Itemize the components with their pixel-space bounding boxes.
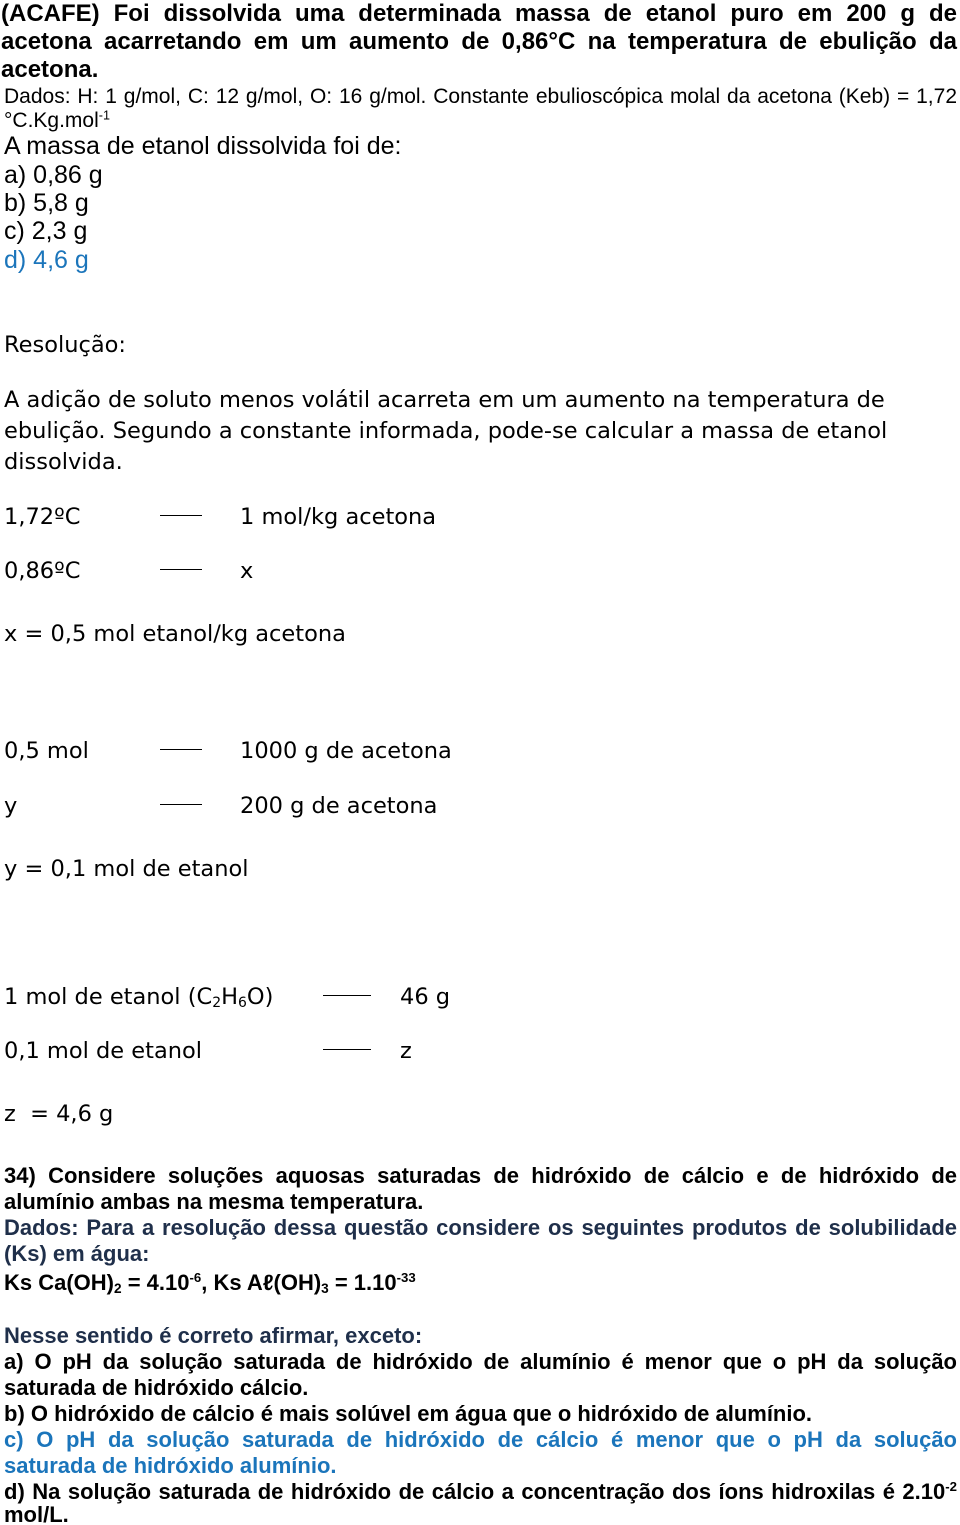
proportion-row (4, 982, 954, 1012)
proportion-right: 1 mol/kg acetona (240, 504, 437, 530)
proportion-dash (323, 1049, 371, 1050)
proportion-result: z = 4,6 g (4, 1101, 114, 1127)
given-data-unit (4, 109, 957, 133)
ks-exponent: -33 (396, 1270, 416, 1286)
proportion-row (4, 1036, 954, 1066)
ks-text: = 4.10 (121, 1270, 190, 1295)
statement-line: (ACAFE) Foi dissolvida uma determinada massa de etanol puro em 200 g de (1, 0, 957, 27)
option-exponent: -2 (945, 1479, 957, 1495)
proportion-dash (160, 749, 202, 750)
formula-text: 1 mol de etanol (C (4, 984, 213, 1010)
statement-line: acetona acarretando em um aumento de 0,86°C na temperatura de ebulição da (1, 28, 957, 55)
question-33-statement (1, 0, 957, 84)
ks-exponent: -6 (189, 1270, 202, 1286)
proportion-right: 46 g (400, 984, 451, 1010)
proportion-left: 0,5 mol (4, 738, 89, 764)
resolution-explanation (4, 385, 957, 478)
proportion-dash (160, 569, 202, 570)
statement-line: 34) Considere soluções aquosas saturadas de hidróxido de cálcio e de hidróxido de (4, 1163, 957, 1188)
option-d: d) 4,6 g (4, 246, 89, 274)
proportion-right: x (240, 558, 254, 584)
formula-text: O) (246, 984, 274, 1010)
proportion-left: 1,72ºC (4, 504, 81, 530)
ks-text: , Ks Aℓ(OH) (201, 1270, 322, 1295)
given-data-line: (Ks) em água: (4, 1241, 150, 1266)
proportion-dash (323, 995, 371, 996)
given-data-line: Dados: H: 1 g/mol, C: 12 g/mol, O: 16 g/mol. Constante ebulioscópica molal da acetona (Keb) = 1,72 (4, 85, 957, 108)
resolution-title: Resolução: (4, 332, 126, 358)
question-34-statement (4, 1163, 957, 1215)
statement-line: acetona. (1, 56, 99, 83)
explanation-line: A adição de soluto menos volátil acarreta em um aumento na temperatura de (4, 387, 885, 413)
ks-text: Ks Ca(OH) (4, 1270, 115, 1295)
proportion-right: z (400, 1038, 412, 1064)
proportion-right: 1000 g de acetona (240, 738, 452, 764)
option-line: saturada de hidróxido alumínio. (4, 1453, 337, 1478)
ks-text: = 1.10 (328, 1270, 397, 1295)
ks-subscript: 2 (114, 1281, 122, 1296)
question-34-prompt: Nesse sentido é correto afirmar, exceto: (4, 1323, 423, 1348)
option-b (4, 1401, 957, 1427)
proportion-left: y (4, 793, 18, 819)
formula-subscript: 6 (238, 995, 247, 1012)
proportion-left: 0,86ºC (4, 558, 81, 584)
option-line: mol/L. (4, 1502, 69, 1525)
explanation-line: dissolvida. (4, 449, 123, 475)
solubility-products-line (4, 1270, 957, 1296)
option-d (4, 1479, 957, 1525)
unit-base: °C.Kg.mol (4, 109, 99, 132)
question-33-prompt: A massa de etanol dissolvida foi de: (4, 132, 402, 160)
option-a: a) 0,86 g (4, 161, 103, 189)
option-b: b) 5,8 g (4, 189, 89, 217)
option-line: c) O pH da solução saturada de hidróxido de cálcio é menor que o pH da solução (4, 1427, 957, 1452)
proportion-left-formula (4, 982, 273, 1012)
option-line: a) O pH da solução saturada de hidróxido de alumínio é menor que o pH da solução (4, 1349, 957, 1374)
given-data (4, 85, 957, 133)
proportion-left: 0,1 mol de etanol (4, 1038, 203, 1064)
proportion-result: x = 0,5 mol etanol/kg acetona (4, 621, 346, 647)
proportion-row (4, 791, 954, 821)
option-line: saturada de hidróxido cálcio. (4, 1375, 309, 1400)
question-34-given-data (4, 1215, 957, 1267)
formula-text: H (221, 984, 238, 1010)
proportion-dash (160, 804, 202, 805)
formula-subscript: 2 (212, 995, 222, 1012)
option-c: c) 2,3 g (4, 217, 88, 245)
given-data-line: Dados: Para a resolução dessa questão considere os seguintes produtos de solubilidade (4, 1215, 957, 1240)
statement-line: alumínio ambas na mesma temperatura. (4, 1189, 424, 1214)
proportion-result: y = 0,1 mol de etanol (4, 856, 249, 882)
option-c (4, 1427, 957, 1479)
proportion-row (4, 556, 954, 586)
proportion-dash (160, 515, 202, 516)
proportion-row (4, 502, 954, 532)
option-line (4, 1479, 957, 1505)
option-line: b) O hidróxido de cálcio é mais solúvel em água que o hidróxido de alumínio. (4, 1401, 813, 1426)
option-a (4, 1349, 957, 1401)
unit-exponent: -1 (98, 108, 110, 123)
proportion-row (4, 736, 954, 766)
explanation-line: ebulição. Segundo a constante informada, pode-se calcular a massa de etanol (4, 418, 888, 444)
ks-subscript: 3 (321, 1281, 329, 1296)
option-text: d) Na solução saturada de hidróxido de cálcio a concentração dos íons hidroxilas é 2.10 (4, 1479, 946, 1504)
proportion-right: 200 g de acetona (240, 793, 438, 819)
